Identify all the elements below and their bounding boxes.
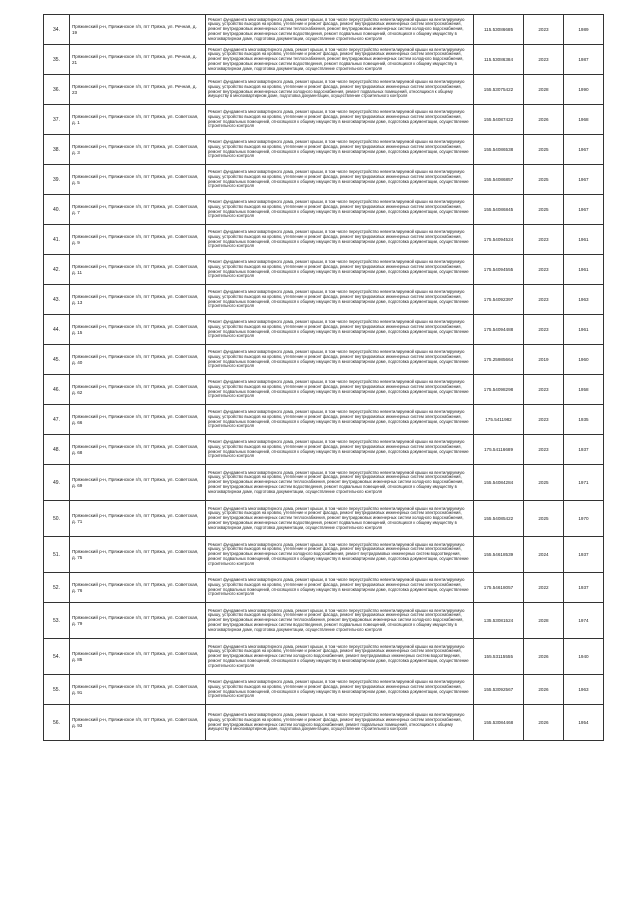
- works-cell: Ремонт фундамента многоквартирного дома, ремонт крыши, в том числе переустройство невентилируемой крыши на вентилируемую крышу, устройство выходов на кровлю, утепление и ремонт фасада, ремонт внутридомовых инженерных систем электроснабжения, ремонт подвальных помещений, относящихся к общему имуществу в многоквартирном доме, подготовка документации, осуществление строительного контроля: [206, 285, 474, 315]
- works-cell: Ремонт фундамента многоквартирного дома, ремонт крыши, в том числе переустройство невентилируемой крыши на вентилируемую крышу, устройство выходов на кровлю, утепление и ремонт фасада, ремонт внутридомовых инженерных систем электроснабжения, ремонт подвальных помещений, относящихся к общему имуществу в многоквартирном доме, подготовка документации, осуществление строительного контроля: [206, 375, 474, 405]
- built-year-cell: 1989: [564, 15, 604, 45]
- row-number: 40.: [44, 195, 70, 225]
- cost-cell: 175.54092397: [474, 285, 524, 315]
- address-cell: Пряжинский р-н, Пряжинское г/п, пгт Пряжа, ул. Советская, д. 3: [70, 135, 206, 165]
- table-row: [44, 45, 604, 75]
- table-row: [44, 375, 604, 405]
- planned-year-cell: 2024: [524, 537, 564, 573]
- row-number: 36.: [44, 75, 70, 105]
- works-cell: Ремонт фундамента многоквартирного дома, ремонт крыши, в том числе переустройство невентилируемой крыши на вентилируемую крышу, устройство выходов на кровлю, утепление и ремонт фасада, ремонт внутридомовых инженерных систем электроснабжения, ремонт внутридомовых инженерных систем холодного водоснабжения, ремонт внутридомовых инженерных систем водоотведения, ремонт подвальных помещений, относящихся к общему имуществу в многоквартирном доме, подготовка документации, осуществление строительного контроля: [206, 537, 474, 573]
- planned-year-cell: 2026: [524, 705, 564, 741]
- row-number: 44.: [44, 315, 70, 345]
- cost-cell: 115.53086384: [474, 45, 524, 75]
- works-cell: Ремонт фундамента многоквартирного дома, ремонт крыши, в том числе переустройство невентилируемой крыши на вентилируемую крышу, устройство выходов на кровлю, утепление и ремонт фасада, ремонт внутридомовых инженерных систем электроснабжения, ремонт подвальных помещений, относящихся к общему имуществу в многоквартирном доме, подготовка документации, осуществление строительного контроля: [206, 573, 474, 603]
- table-row: [44, 573, 604, 603]
- planned-year-cell: 2026: [524, 675, 564, 705]
- planned-year-cell: 2023: [524, 405, 564, 435]
- cost-cell: 175.54098298: [474, 375, 524, 405]
- planned-year-cell: 2028: [524, 75, 564, 105]
- row-number: 50.: [44, 501, 70, 537]
- row-number: 45.: [44, 345, 70, 375]
- table-row: [44, 255, 604, 285]
- cost-cell: 155.53115555: [474, 639, 524, 675]
- cost-cell: 155.54086538: [474, 135, 524, 165]
- row-number: 35.: [44, 45, 70, 75]
- address-cell: Пряжинский р-н, Пряжинское г/п, пгт Пряжа, ул. Советская, д. 69: [70, 465, 206, 501]
- works-cell: Ремонт фундамента многоквартирного дома, ремонт крыши, в том числе переустройство невентилируемой крыши на вентилируемую крышу, устройство выходов на кровлю, утепление и ремонт фасада, ремонт внутридомовых инженерных систем электроснабжения, ремонт внутридомовых инженерных систем теплоснабжения, ремонт внутридомовых инженерных систем холодного водоснабжения, ремонт внутридомовых инженерных систем водоотведения, ремонт подвальных помещений, относящихся к общему имуществу в многоквартирном доме, подготовка документации, осуществление строительного контроля: [206, 45, 474, 75]
- table-row: [44, 225, 604, 255]
- table-row: [44, 15, 604, 45]
- built-year-cell: 1990: [564, 75, 604, 105]
- cost-cell: 175.54094555: [474, 255, 524, 285]
- planned-year-cell: 2023: [524, 45, 564, 75]
- built-year-cell: 1967: [564, 135, 604, 165]
- built-year-cell: 1967: [564, 195, 604, 225]
- built-year-cell: 1974: [564, 603, 604, 639]
- built-year-cell: 1963: [564, 285, 604, 315]
- planned-year-cell: 2023: [524, 15, 564, 45]
- planned-year-cell: 2023: [524, 255, 564, 285]
- cost-cell: 175.54116689: [474, 435, 524, 465]
- works-cell: Ремонт фундамента многоквартирного дома, ремонт крыши, в том числе переустройство невентилируемой крыши на вентилируемую крышу, устройство выходов на кровлю, утепление и ремонт фасада, ремонт внутридомовых инженерных систем электроснабжения, ремонт подвальных помещений, относящихся к общему имуществу в многоквартирном доме, подготовка документации, осуществление строительного контроля: [206, 165, 474, 195]
- works-cell: Ремонт фундамента многоквартирного дома, ремонт крыши, в том числе переустройство невентилируемой крыши на вентилируемую крышу, устройство выходов на кровлю, утепление и ремонт фасада, ремонт внутридомовых инженерных систем электроснабжения, ремонт подвальных помещений, относящихся к общему имуществу в многоквартирном доме, подготовка документации, осуществление строительного контроля: [206, 435, 474, 465]
- cost-cell: 155.54086857: [474, 165, 524, 195]
- planned-year-cell: 2023: [524, 225, 564, 255]
- built-year-cell: 1968: [564, 105, 604, 135]
- address-cell: Пряжинский р-н, Пряжинское г/п, пгт Пряжа, ул. Советская, д. 91: [70, 675, 206, 705]
- works-cell: Ремонт фундамента многоквартирного дома, ремонт крыши, в том числе переустройство невентилируемой крыши на вентилируемую крышу, устройство выходов на кровлю, утепление и ремонт фасада, ремонт внутридомовых инженерных систем электроснабжения, ремонт подвальных помещений, относящихся к общему имуществу в многоквартирном доме, подготовка документации, осуществление строительного контроля: [206, 315, 474, 345]
- planned-year-cell: 2025: [524, 501, 564, 537]
- built-year-cell: 1961: [564, 315, 604, 345]
- works-cell: Ремонт фундамента многоквартирного дома, ремонт крыши, в том числе переустройство невентилируемой крыши на вентилируемую крышу, устройство выходов на кровлю, утепление и ремонт фасада, ремонт внутридомовых инженерных систем электроснабжения, ремонт подвальных помещений, относящихся к общему имуществу в многоквартирном доме, подготовка документации, осуществление строительного контроля: [206, 225, 474, 255]
- built-year-cell: 1940: [564, 639, 604, 675]
- table-body: [44, 15, 604, 741]
- address-cell: Пряжинский р-н, Пряжинское г/п, пгт Пряжа, ул. Советская, д. 62: [70, 375, 206, 405]
- built-year-cell: 1937: [564, 435, 604, 465]
- works-cell: Ремонт фундамента многоквартирного дома, ремонт крыши, в том числе переустройство невентилируемой крыши на вентилируемую крышу, устройство выходов на кровлю, утепление и ремонт фасада, ремонт внутридомовых инженерных систем электроснабжения, ремонт внутридомовых инженерных систем теплоснабжения, ремонт внутридомовых инженерных систем холодного водоснабжения, ремонт внутридомовых инженерных систем водоотведения, ремонт подвальных помещений, относящихся к общему имуществу в многоквартирном доме, подготовка документации, осуществление строительного контроля: [206, 603, 474, 639]
- cost-cell: 155.53084468: [474, 705, 524, 741]
- address-cell: Пряжинский р-н, Пряжинское г/п, пгт Пряжа, ул. Советская, д. 15: [70, 315, 206, 345]
- address-cell: Пряжинский р-н, Пряжинское г/п, пгт Пряжа, ул. Советская, д. 75: [70, 537, 206, 573]
- table-row: [44, 105, 604, 135]
- planned-year-cell: 2023: [524, 375, 564, 405]
- planned-year-cell: 2023: [524, 435, 564, 465]
- row-number: 48.: [44, 435, 70, 465]
- table-row: [44, 465, 604, 501]
- planned-year-cell: 2025: [524, 165, 564, 195]
- planned-year-cell: 2022: [524, 573, 564, 603]
- cost-cell: 175.54094488: [474, 315, 524, 345]
- planned-year-cell: 2023: [524, 285, 564, 315]
- address-cell: Пряжинский р-н, Пряжинское г/п, пгт Пряжа, ул. Речная, д. 21: [70, 45, 206, 75]
- built-year-cell: 1954: [564, 705, 604, 741]
- table-row: [44, 501, 604, 537]
- row-number: 55.: [44, 675, 70, 705]
- row-number: 49.: [44, 465, 70, 501]
- built-year-cell: 1963: [564, 675, 604, 705]
- table-row: [44, 537, 604, 573]
- address-cell: Пряжинский р-н, Пряжинское г/п, пгт Пряжа, ул. Советская, д. 11: [70, 255, 206, 285]
- row-number: 37.: [44, 105, 70, 135]
- works-cell: Ремонт фундамента многоквартирного дома, ремонт крыши, в том числе переустройство невентилируемой крыши на вентилируемую крышу, устройство выходов на кровлю, утепление и ремонт фасада, ремонт внутридомовых инженерных систем электроснабжения, ремонт подвальных помещений, относящихся к общему имуществу в многоквартирном доме, подготовка документации, осуществление строительного контроля: [206, 345, 474, 375]
- table-row: [44, 165, 604, 195]
- address-cell: Пряжинский р-н, Пряжинское г/п, пгт Пряжа, ул. Советская, д. 79: [70, 603, 206, 639]
- address-cell: Пряжинский р-н, Пряжинское г/п, пгт Пряжа, ул. Советская, д. 9: [70, 225, 206, 255]
- works-cell: Ремонт фундамента многоквартирного дома, ремонт крыши, в том числе переустройство невентилируемой крыши на вентилируемую крышу, устройство выходов на кровлю, утепление и ремонт фасада, ремонт внутридомовых инженерных систем электроснабжения, ремонт внутридомовых инженерных систем холодного водоснабжения, ремонт внутридомовых инженерных систем водоотведения, ремонт подвальных помещений, относящихся к общему имуществу в многоквартирном доме, подготовка документации, осуществление строительного контроля: [206, 639, 474, 675]
- built-year-cell: 1937: [564, 537, 604, 573]
- row-number: 51.: [44, 537, 70, 573]
- works-cell: Ремонт фундамента многоквартирного дома, ремонт крыши, в том числе переустройство невентилируемой крыши на вентилируемую крышу, устройство выходов на кровлю, утепление и ремонт фасада, ремонт внутридомовых инженерных систем электроснабжения, ремонт подвальных помещений, относящихся к общему имуществу в многоквартирном доме, подготовка документации, осуществление строительного контроля: [206, 675, 474, 705]
- row-number: 41.: [44, 225, 70, 255]
- cost-cell: 175.54618057: [474, 573, 524, 603]
- row-number: 39.: [44, 165, 70, 195]
- planned-year-cell: 2026: [524, 639, 564, 675]
- works-cell: Ремонт фундамента многоквартирного дома, ремонт крыши, в том числе переустройство невентилируемой крыши на вентилируемую крышу, устройство выходов на кровлю, утепление и ремонт фасада, ремонт внутридомовых инженерных систем электроснабжения, ремонт внутридомовых инженерных систем теплоснабжения, ремонт внутридомовых инженерных систем холодного водоснабжения, ремонт внутридомовых инженерных систем водоотведения, ремонт подвальных помещений, относящихся к общему имуществу в многоквартирном доме, подготовка документации, осуществление строительного контроля: [206, 15, 474, 45]
- address-cell: Пряжинский р-н, Пряжинское г/п, пгт Пряжа, ул. Советская, д. 66: [70, 405, 206, 435]
- works-cell: Ремонт фундамента многоквартирного дома, ремонт крыши, в том числе переустройство невентилируемой крыши на вентилируемую крышу, устройство выходов на кровлю, утепление и ремонт фасада, ремонт внутридомовых инженерных систем электроснабжения, ремонт подвальных помещений, относящихся к общему имуществу в многоквартирном доме, подготовка документации, осуществление строительного контроля: [206, 105, 474, 135]
- works-cell: Ремонт фундамента многоквартирного дома, ремонт крыши, в том числе переустройство невентилируемой крыши на вентилируемую крышу, устройство выходов на кровлю, утепление и ремонт фасада, ремонт внутридомовых инженерных систем электроснабжения, ремонт подвальных помещений, относящихся к общему имуществу в многоквартирном доме, подготовка документации, осуществление строительного контроля: [206, 135, 474, 165]
- cost-cell: 155.54087422: [474, 105, 524, 135]
- row-number: 54.: [44, 639, 70, 675]
- address-cell: Пряжинский р-н, Пряжинское г/п, пгт Пряжа, ул. Советская, д. 13: [70, 285, 206, 315]
- address-cell: Пряжинский р-н, Пряжинское г/п, пгт Пряжа, ул. Речная, д. 19: [70, 15, 206, 45]
- planned-year-cell: 2025: [524, 135, 564, 165]
- cost-cell: 175.25985664: [474, 345, 524, 375]
- planned-year-cell: 2026: [524, 105, 564, 135]
- row-number: 56.: [44, 705, 70, 741]
- cost-cell: 175.5411982: [474, 405, 524, 435]
- table-row: [44, 705, 604, 741]
- cost-cell: 155.54086845: [474, 195, 524, 225]
- table-row: [44, 135, 604, 165]
- address-cell: Пряжинский р-н, Пряжинское г/п, пгт Пряжа, ул. Советская, д. 1: [70, 105, 206, 135]
- table-row: [44, 75, 604, 105]
- address-cell: Пряжинский р-н, Пряжинское г/п, пгт Пряжа, ул. Советская, д. 68: [70, 435, 206, 465]
- planned-year-cell: 2028: [524, 603, 564, 639]
- cost-cell: 155.53092567: [474, 675, 524, 705]
- built-year-cell: 1958: [564, 375, 604, 405]
- table-row: [44, 405, 604, 435]
- built-year-cell: 1970: [564, 501, 604, 537]
- table-row: [44, 639, 604, 675]
- cost-cell: 155.54085422: [474, 501, 524, 537]
- row-number: 47.: [44, 405, 70, 435]
- table-row: [44, 435, 604, 465]
- planned-year-cell: 2023: [524, 315, 564, 345]
- planned-year-cell: 2025: [524, 465, 564, 501]
- works-cell: Ремонт фундамента многоквартирного дома, ремонт крыши, в том числе переустройство невентилируемой крыши на вентилируемую крышу, устройство выходов на кровлю, утепление и ремонт фасада, ремонт внутридомовых инженерных систем электроснабжения, ремонт подвальных помещений, относящихся к общему имуществу в многоквартирном доме, подготовка документации, осуществление строительного контроля: [206, 195, 474, 225]
- built-year-cell: 1961: [564, 255, 604, 285]
- row-number: 53.: [44, 603, 70, 639]
- built-year-cell: 1987: [564, 45, 604, 75]
- works-cell: Ремонт фундамента многоквартирного дома, ремонт крыши, в том числе переустройство невентилируемой крыши на вентилируемую крышу, устройство выходов на кровлю, утепление и ремонт фасада, ремонт внутридомовых инженерных систем электроснабжения, ремонт подвальных помещений, относящихся к общему имуществу в многоквартирном доме, подготовка документации, осуществление строительного контроля: [206, 405, 474, 435]
- built-year-cell: 1971: [564, 465, 604, 501]
- row-number: 38.: [44, 135, 70, 165]
- cost-cell: 175.54094524: [474, 225, 524, 255]
- table-row: [44, 603, 604, 639]
- table-row: [44, 195, 604, 225]
- built-year-cell: 1961: [564, 225, 604, 255]
- built-year-cell: 1937: [564, 573, 604, 603]
- cost-cell: 135.53081524: [474, 603, 524, 639]
- works-cell: Ремонт фундамента многоквартирного дома, ремонт крыши, в том числе переустройство невентилируемой крыши на вентилируемую крышу, устройство выходов на кровлю, утепление и ремонт фасада, ремонт внутридомовых инженерных систем электроснабжения, ремонт внутридомовых инженерных систем холодного водоснабжения, ремонт подвальных помещений, относящихся к общему имуществу в многоквартирном доме, подготовка документации, осуществление строительного контроля: [206, 75, 474, 105]
- address-cell: Пряжинский р-н, Пряжинское г/п, пгт Пряжа, ул. Советская, д. 85: [70, 639, 206, 675]
- built-year-cell: 1935: [564, 405, 604, 435]
- address-cell: Пряжинский р-н, Пряжинское г/п, пгт Пряжа, ул. Советская, д. 7: [70, 195, 206, 225]
- address-cell: Пряжинский р-н, Пряжинское г/п, пгт Пряжа, ул. Речная, д. 23: [70, 75, 206, 105]
- works-cell: Ремонт фундамента многоквартирного дома, ремонт крыши, в том числе переустройство невентилируемой крыши на вентилируемую крышу, устройство выходов на кровлю, утепление и ремонт фасада, ремонт внутридомовых инженерных систем электроснабжения, ремонт внутридомовых инженерных систем теплоснабжения, ремонт внутридомовых инженерных систем холодного водоснабжения, ремонт внутридомовых инженерных систем водоотведения, ремонт подвальных помещений, относящихся к общему имуществу в многоквартирном доме, подготовка документации, осуществление строительного контроля: [206, 465, 474, 501]
- table-row: [44, 345, 604, 375]
- address-cell: Пряжинский р-н, Пряжинское г/п, пгт Пряжа, ул. Советская, д. 93: [70, 705, 206, 741]
- row-number: 52.: [44, 573, 70, 603]
- built-year-cell: 1967: [564, 165, 604, 195]
- planned-year-cell: 2025: [524, 195, 564, 225]
- row-number: 34.: [44, 15, 70, 45]
- cost-cell: 155.53075422: [474, 75, 524, 105]
- address-cell: Пряжинский р-н, Пряжинское г/п, пгт Пряжа, ул. Советская, д. 76: [70, 573, 206, 603]
- row-number: 43.: [44, 285, 70, 315]
- works-cell: Ремонт фундамента многоквартирного дома, ремонт крыши, в том числе переустройство невентилируемой крыши на вентилируемую крышу, устройство выходов на кровлю, утепление и ремонт фасада, ремонт внутридомовых инженерных систем электроснабжения, ремонт внутридомовых инженерных систем холодного водоснабжения, ремонт подвальных помещений, относящихся к общему имуществу в многоквартирном доме, подготовка документации, осуществление строительного контроля: [206, 705, 474, 741]
- built-year-cell: 1960: [564, 345, 604, 375]
- capital-repair-table: [43, 14, 604, 741]
- table-row: [44, 315, 604, 345]
- address-cell: Пряжинский р-н, Пряжинское г/п, пгт Пряжа, ул. Советская, д. 5: [70, 165, 206, 195]
- address-cell: Пряжинский р-н, Пряжинское г/п, пгт Пряжа, ул. Советская, д. 71: [70, 501, 206, 537]
- table-row: [44, 285, 604, 315]
- planned-year-cell: 2019: [524, 345, 564, 375]
- document-page: [43, 14, 603, 741]
- works-cell: Ремонт фундамента многоквартирного дома, ремонт крыши, в том числе переустройство невентилируемой крыши на вентилируемую крышу, устройство выходов на кровлю, утепление и ремонт фасада, ремонт внутридомовых инженерных систем электроснабжения, ремонт подвальных помещений, относящихся к общему имуществу в многоквартирном доме, подготовка документации, осуществление строительного контроля: [206, 255, 474, 285]
- cost-cell: 155.54618539: [474, 537, 524, 573]
- cost-cell: 115.53086685: [474, 15, 524, 45]
- address-cell: Пряжинский р-н, Пряжинское г/п, пгт Пряжа, ул. Советская, д. 40: [70, 345, 206, 375]
- works-cell: Ремонт фундамента многоквартирного дома, ремонт крыши, в том числе переустройство невентилируемой крыши на вентилируемую крышу, устройство выходов на кровлю, утепление и ремонт фасада, ремонт внутридомовых инженерных систем электроснабжения, ремонт внутридомовых инженерных систем теплоснабжения, ремонт внутридомовых инженерных систем холодного водоснабжения, ремонт внутридомовых инженерных систем водоотведения, ремонт подвальных помещений, относящихся к общему имуществу в многоквартирном доме, подготовка документации, осуществление строительного контроля: [206, 501, 474, 537]
- cost-cell: 155.54084284: [474, 465, 524, 501]
- row-number: 42.: [44, 255, 70, 285]
- table-row: [44, 675, 604, 705]
- row-number: 46.: [44, 375, 70, 405]
